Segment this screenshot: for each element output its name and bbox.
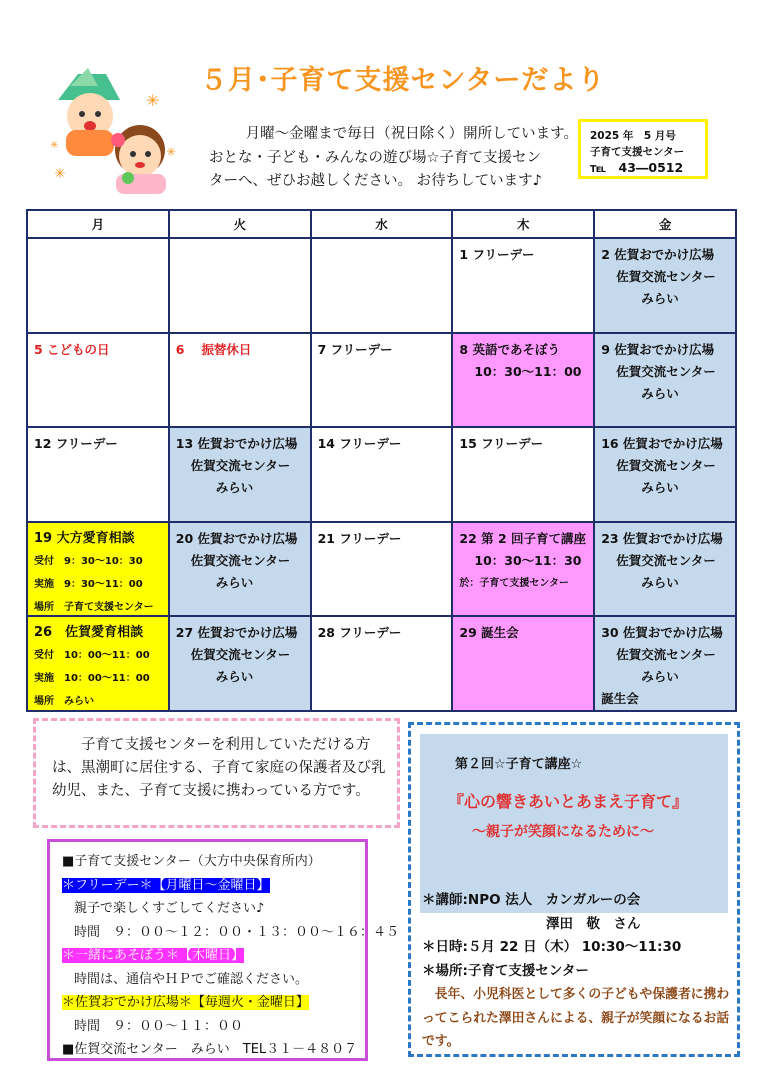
intro-line: ターへ、ぜひお越しください。 お待ちしています♪ — [209, 173, 542, 189]
day-event-detail: 誕生会 — [601, 691, 639, 707]
calendar-day-cell — [312, 523, 452, 616]
day-event-title: 29 誕生会 — [459, 625, 519, 641]
day-event-detail: みらい — [641, 669, 679, 685]
day-event-detail: 実施 9：30～11：00 — [34, 578, 143, 590]
day-event-detail: 佐賀交流センター — [190, 458, 291, 474]
day-event-title: 19 大方愛育相談 — [34, 530, 135, 546]
day-event-title: 13 佐賀おでかけ広場 — [175, 436, 298, 452]
calendar-day-cell — [170, 523, 310, 616]
calendar-day-cell — [312, 428, 452, 521]
day-event-detail: みらい — [641, 385, 679, 401]
day-event-title: 22 第 2 回子育て講座 — [459, 530, 587, 546]
lecture-place: ＊場所:子育て支援センター — [422, 962, 589, 979]
calendar-day-cell — [170, 334, 310, 427]
day-event-detail: 佐賀交流センター — [616, 363, 716, 379]
day-event-detail: みらい — [215, 574, 254, 590]
day-event-title: 5 こどもの日 — [34, 341, 110, 357]
day-event-detail: 受付 9：30～10：30 — [34, 555, 143, 567]
calendar-day-cell — [595, 617, 735, 710]
calendar-day-cell — [28, 617, 168, 710]
free-day-days: 【月曜日～金曜日】 — [152, 877, 270, 893]
day-event-title: 6 振替休日 — [175, 341, 252, 357]
calendar-day-cell — [595, 523, 735, 616]
day-event-title: 7 フリーデー — [317, 341, 393, 357]
calendar-day-cell — [312, 239, 452, 332]
saga-plaza-label: ＊佐賀おでかけ広場＊ — [62, 995, 192, 1010]
day-event-title: 15 フリーデー — [459, 436, 544, 452]
calendar-day-cell — [453, 334, 593, 427]
center-tel: ℡ 43―0512 — [590, 160, 684, 175]
day-event-title: 8 英語であそぼう — [459, 341, 560, 357]
calendar-day-cell — [170, 428, 310, 521]
calendar-day-cell — [170, 239, 310, 332]
lecture-speaker: ＊講師:NPO 法人 カンガルーの会 — [422, 892, 641, 908]
svg-text:✳: ✳ — [50, 140, 59, 151]
day-event-detail: 実施 10：00～11：00 — [34, 673, 150, 685]
free-day-label: ＊フリーデー＊ — [62, 877, 153, 893]
day-event-detail: 場所 みらい — [34, 696, 94, 708]
lecture-details — [422, 889, 734, 1054]
page-title: ５月･子育て支援センターだより — [200, 65, 606, 96]
weekday-header: 火 — [170, 211, 310, 237]
free-day-desc: 親子で楽しくすごしてください♪ — [74, 901, 265, 916]
calendar-day-cell — [595, 239, 735, 332]
center-info-box — [47, 839, 400, 1061]
day-event-title: 27 佐賀おでかけ広場 — [175, 625, 298, 641]
weekday-header: 月 — [28, 211, 168, 237]
day-event-detail: 10：30～11：30 — [474, 552, 582, 568]
play-together-label: ＊一緒にあそぼう＊ — [62, 948, 180, 963]
weekday-header: 金 — [595, 211, 735, 237]
calendar-day-cell — [453, 239, 593, 332]
center-name: 子育て支援センター — [590, 146, 685, 158]
day-event-detail: 於：子育て支援センター — [459, 577, 569, 589]
saga-plaza-place: ■佐賀交流センター みらい TEL３１－４８０７ — [62, 1042, 358, 1057]
calendar-day-cell — [170, 617, 310, 710]
day-event-detail: みらい — [641, 291, 679, 306]
eligibility-notice: 子育て支援センターを利用していただける方は、黒潮町に居住する、子育て家庭の保護者及び乳幼児、また、子育て支援に携わっている方です。 — [33, 718, 400, 828]
day-event-detail: 佐賀交流センター — [190, 552, 291, 568]
day-event-title: 20 佐賀おでかけ広場 — [175, 530, 298, 546]
lecture-heading: 第２回☆子育て講座☆ — [455, 757, 583, 772]
svg-text:✳: ✳ — [146, 91, 160, 110]
lecture-speaker-name: 澤田 敬 さん — [546, 915, 641, 932]
day-event-detail: みらい — [215, 669, 254, 685]
day-event-title: 21 フリーデー — [317, 530, 402, 546]
calendar-day-cell — [595, 428, 735, 521]
children-illustration — [48, 68, 208, 198]
calendar-day-cell — [453, 428, 593, 521]
day-event-detail: みらい — [641, 480, 679, 496]
day-event-detail: 佐賀交流センター — [616, 458, 716, 474]
play-together-desc: 時間は、通信やＨＰでご確認ください。 — [74, 971, 309, 987]
day-event-title: 1 フリーデー — [459, 247, 535, 262]
calendar-day-cell — [453, 617, 593, 710]
calendar-day-cell — [28, 334, 168, 427]
day-event-title: 23 佐賀おでかけ広場 — [601, 530, 723, 546]
calendar-day-cell — [312, 617, 452, 710]
day-event-title: 12 フリーデー — [34, 436, 118, 452]
intro-text — [206, 123, 578, 194]
intro-line: 月曜～金曜まで毎日（祝日除く）開所しています。 — [245, 126, 578, 142]
issue-date: 2025 年 5 月号 — [590, 130, 676, 142]
info-heading: ■子育て支援センター（大方中央保育所内） — [62, 854, 321, 869]
saga-plaza-row — [62, 991, 365, 1015]
day-event-title: 30 佐賀おでかけ広場 — [601, 625, 723, 641]
lecture-subtitle: ～親子が笑顔になるために～ — [472, 824, 654, 840]
calendar-day-cell — [595, 334, 735, 427]
day-event-title: 9 佐賀おでかけ広場 — [601, 341, 715, 357]
day-event-detail: 佐賀交流センター — [616, 269, 716, 284]
day-event-detail: 10：30～11：00 — [474, 363, 582, 379]
day-event-title: 28 フリーデー — [317, 625, 402, 641]
calendar-day-cell — [28, 523, 168, 616]
weekday-header: 水 — [312, 211, 452, 237]
play-together-row — [62, 944, 365, 968]
calendar-day-cell — [28, 239, 168, 332]
day-event-title: 2 佐賀おでかけ広場 — [601, 247, 715, 262]
svg-text:✳: ✳ — [166, 145, 177, 159]
play-together-days: 【木曜日】 — [179, 948, 245, 963]
day-event-detail: 佐賀交流センター — [190, 647, 291, 663]
day-event-title: 14 フリーデー — [317, 436, 402, 452]
intro-line: おとな・子ども・みんなの遊び場☆子育て支援セン — [209, 149, 541, 166]
lecture-description: 長年、小児科医として多くの子どもや保護者に携わってこられた澤田さんによる、親子が笑顔になるお話です。 — [422, 987, 730, 1049]
saga-plaza-days: 【毎週火・金曜日】 — [191, 995, 309, 1010]
free-day-time: 時間 ９：００～１２：００・１３：００～１６：４５ — [74, 924, 400, 940]
issue-info-box — [578, 119, 708, 179]
day-event-detail: 場所 子育て支援センター — [34, 601, 154, 613]
saga-plaza-time: 時間 ９：００～１１：００ — [74, 1018, 244, 1034]
day-event-title: 16 佐賀おでかけ広場 — [601, 436, 723, 452]
svg-text:✳: ✳ — [54, 166, 66, 182]
day-event-detail: みらい — [215, 480, 254, 496]
day-event-detail: 佐賀交流センター — [616, 647, 716, 663]
lecture-date: ＊日時:５月 22 日（木） 10:30～11:30 — [422, 939, 682, 955]
calendar-day-cell — [28, 428, 168, 521]
free-day-row — [62, 874, 365, 898]
weekday-header: 木 — [453, 211, 593, 237]
calendar-day-cell — [453, 523, 593, 616]
calendar-grid — [26, 209, 737, 712]
day-event-detail: みらい — [641, 574, 679, 590]
calendar-day-cell — [312, 334, 452, 427]
day-event-detail: 佐賀交流センター — [616, 552, 716, 568]
day-event-detail: 受付 10：00～11：00 — [34, 650, 150, 662]
day-event-title: 26 佐賀愛育相談 — [34, 625, 144, 641]
lecture-title: 『心の響きあいとあまえ子育て』 — [448, 792, 689, 811]
